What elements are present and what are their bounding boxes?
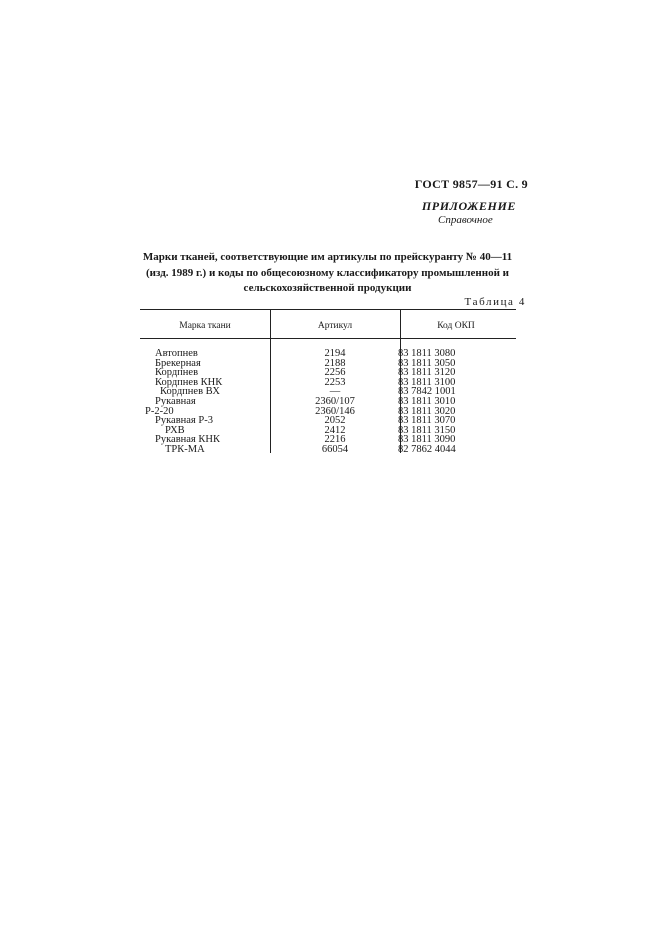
article-cell: 2360/146 (315, 405, 355, 417)
brand-cell: Кордпнев (155, 367, 199, 379)
okp-code-cell: 83 1811 3070 (398, 415, 456, 427)
table-title-line: сельскохозяйственной продукции (243, 282, 412, 294)
okp-code-cell: 83 1811 3010 (398, 395, 456, 407)
article-cell: 2253 (324, 376, 346, 388)
table-title-line: Марки тканей, соответствующие им артикулы по прейскуранту № 40—11 (142, 251, 513, 263)
brand-cell: ТРК-МА (165, 443, 205, 455)
okp-code-cell: 82 7862 4044 (398, 443, 456, 455)
table-row (0, 445, 661, 455)
article-cell: 2052 (324, 415, 346, 427)
brand-cell: Брекерная (155, 357, 201, 369)
brand-cell: Автопнев (155, 348, 198, 359)
table-title (140, 250, 515, 297)
article-cell: 66054 (321, 443, 349, 455)
okp-code-cell: 83 7842 1001 (398, 386, 456, 398)
column-header-article: Артикул (317, 321, 353, 331)
okp-code-cell: 83 1811 3080 (398, 348, 456, 359)
article-cell: 2412 (324, 424, 346, 436)
appendix-note: Справочное (438, 214, 493, 226)
brand-cell: Кордпнев ВХ (160, 386, 220, 398)
column-header-okp-code: Код ОКП (437, 321, 475, 331)
article-cell: 2194 (324, 348, 346, 359)
okp-code-cell: 83 1811 3150 (398, 424, 456, 436)
okp-code-cell: 83 1811 3090 (398, 434, 456, 446)
appendix-title: ПРИЛОЖЕНИЕ (421, 199, 516, 213)
article-cell: 2216 (324, 434, 346, 446)
okp-code-cell: 83 1811 3020 (398, 405, 456, 417)
brand-cell: Р-2-20 (145, 405, 174, 417)
column-header-brand: Марка ткани (179, 321, 231, 331)
table-body (0, 349, 661, 455)
brand-cell: Рукавная (155, 395, 196, 407)
okp-code-cell: 83 1811 3120 (398, 367, 456, 379)
table-top-rule (140, 309, 516, 310)
article-cell: 2188 (324, 357, 346, 369)
okp-code-cell: 83 1811 3100 (398, 376, 456, 388)
table-header-rule (140, 338, 516, 339)
article-cell: — (329, 386, 341, 398)
brand-cell: Рукавная Р-3 (155, 415, 213, 427)
table-title-line: (изд. 1989 г.) и коды по общесоюзному классификатору промышленной и (146, 266, 509, 279)
standard-reference: ГОСТ 9857—91 С. 9 (414, 177, 528, 191)
brand-cell: Рукавная КНК (155, 434, 220, 446)
brand-cell: РХВ (165, 424, 185, 436)
article-cell: 2360/107 (315, 395, 355, 407)
table-number-label: Таблица 4 (464, 296, 526, 308)
okp-code-cell: 83 1811 3050 (398, 357, 456, 369)
brand-cell: Кордпнев КНК (155, 376, 223, 388)
article-cell: 2256 (324, 367, 346, 379)
